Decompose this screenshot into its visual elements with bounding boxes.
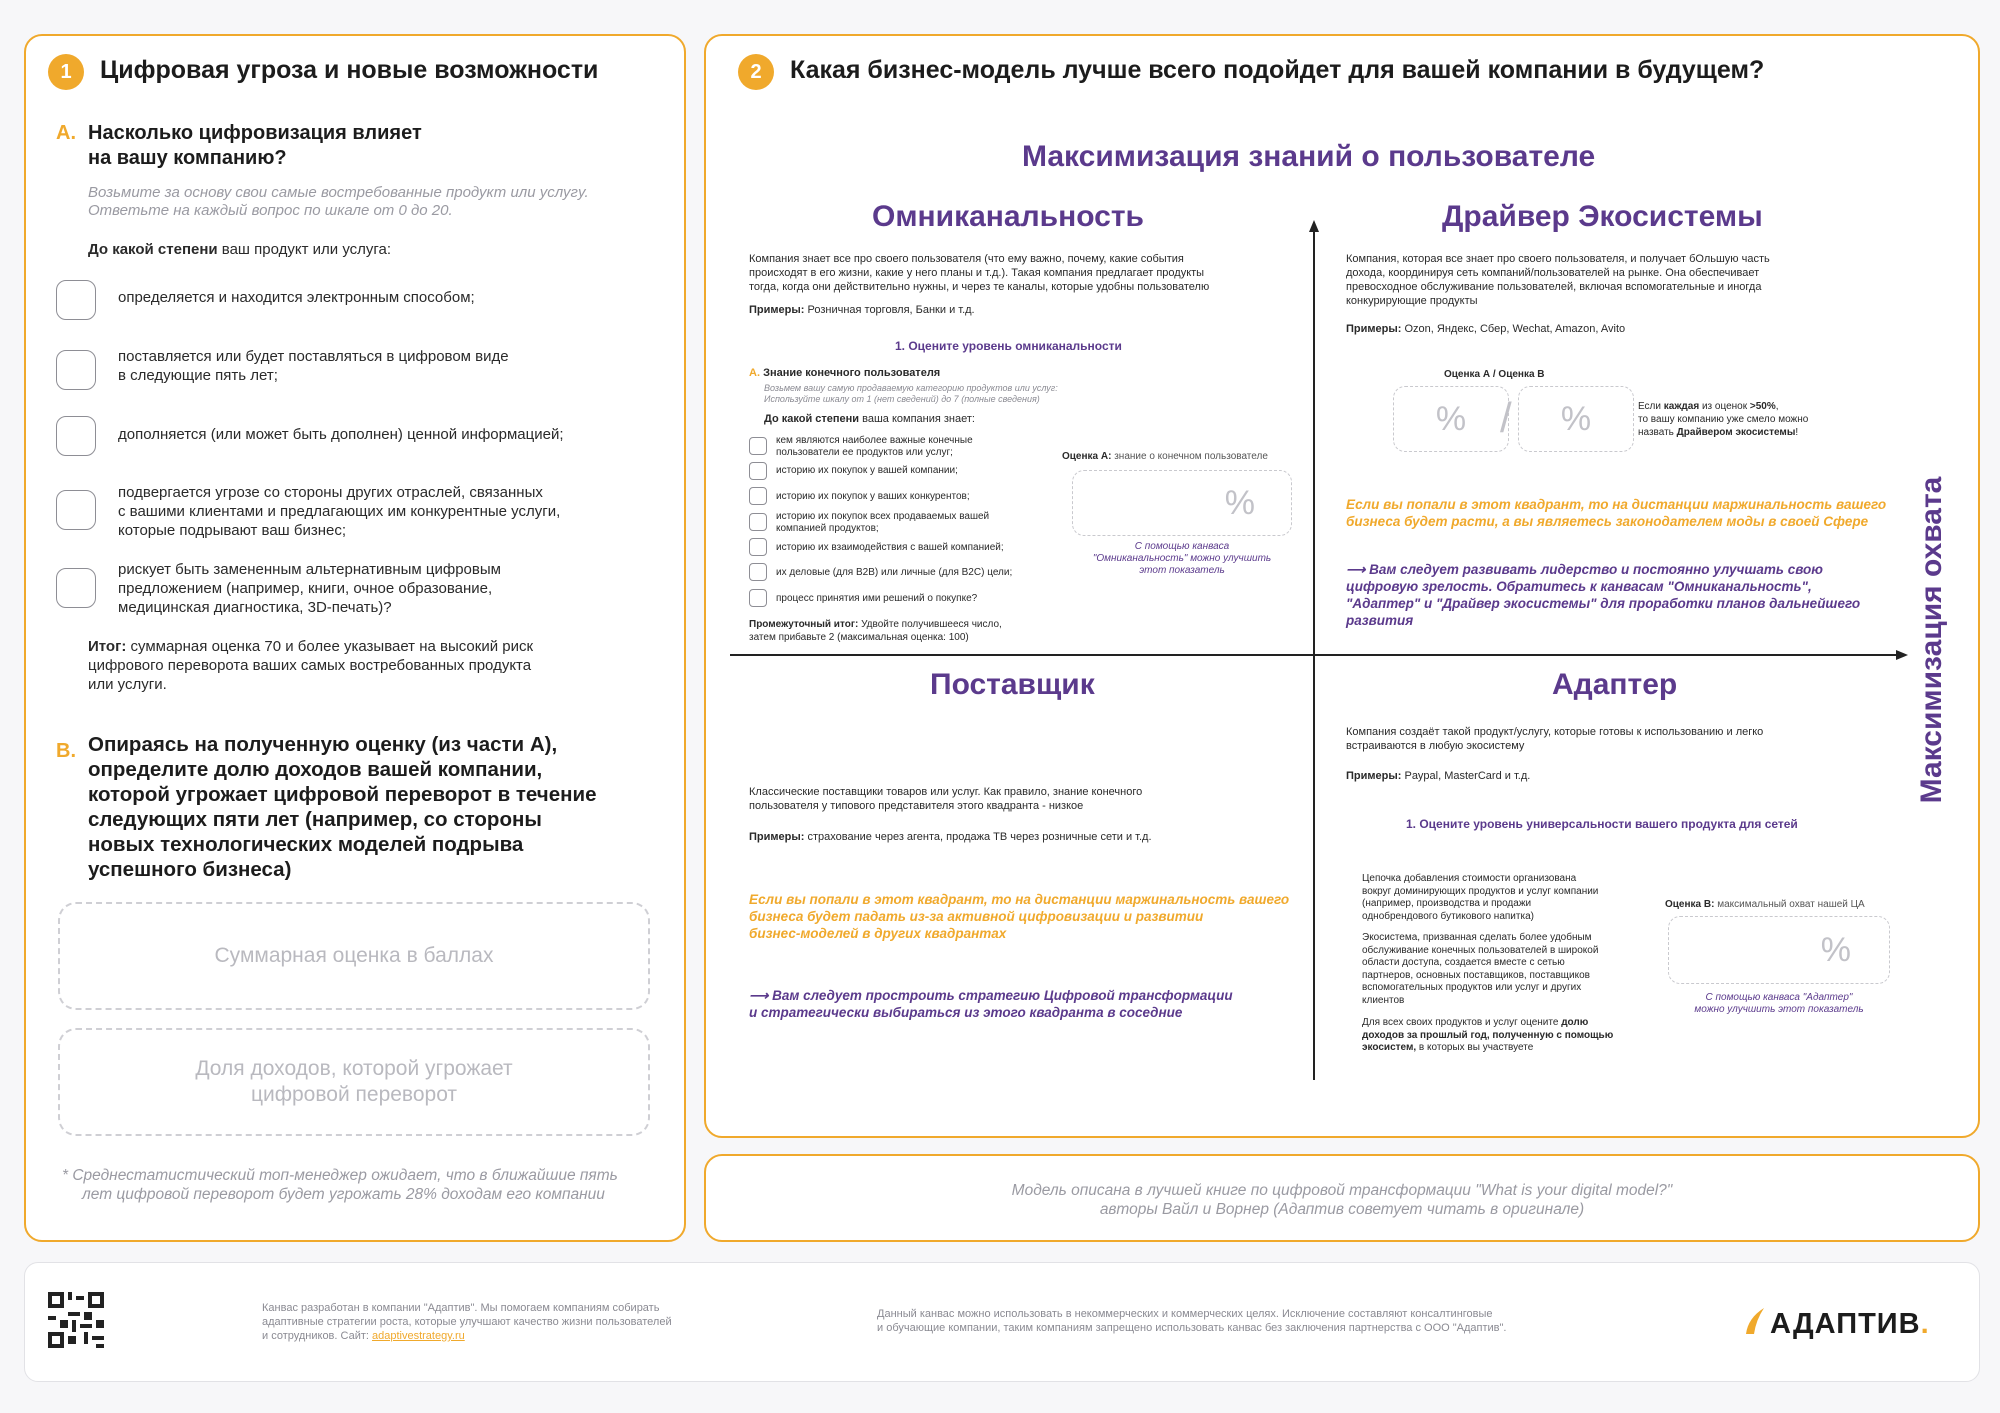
footnote-line1: * Среднестатистический топ-менеджер ожидает, что в ближайшие пять — [62, 1167, 618, 1184]
omni-item-6: их деловые (для B2B) или личные (для B2C) цели; — [776, 567, 1013, 578]
omni-box-4[interactable] — [749, 513, 767, 531]
source-note: Модель описана в лучшей книге по цифровой трансформации "What is your digital model?" авторы Вайл и Ворнер (Адаптив советует читать в оригинале) — [1011, 1182, 1673, 1218]
adapter-description: Компания создаёт такой продукт/услугу, которые готовы к использованию и легко встраиваются в любую экосистему — [1346, 726, 1764, 752]
omni-item-4: историю их покупок всех продаваемых вашей компанией продуктов; — [776, 511, 990, 534]
adapter-caption: С помощью канваса "Адаптер" можно улучшить этот показатель — [1694, 992, 1864, 1015]
eco-description: Компания, которая все знает про своего пользователя, и получает бОльшую часть дохода, координируя сеть компаний/пользователей на рынке. Она обеспечивает превосходное обслуживание пользователей, включая вспомогательные и иногда конкурирующие продукты — [1346, 253, 1770, 307]
eco-score-slash: / — [1500, 394, 1512, 441]
score-box-1[interactable] — [56, 280, 96, 320]
left-title: Цифровая угроза и новые возможности — [100, 56, 599, 84]
omni-task: 1. Оцените уровень омниканальности — [895, 339, 1122, 353]
adapter-score-input[interactable]: % — [1668, 916, 1890, 984]
supplier-advice: ⟶ Вам следует простроить стратегию Цифровой трансформации и стратегически выбираться из этого квадранта в соседние — [749, 988, 1233, 1020]
part-a-hint-line2: Ответьте на каждый вопрос по шкале от 0 до 20. — [88, 202, 453, 219]
degree-question: До какой степени ваш продукт или услуга: — [88, 241, 392, 258]
score-box-4[interactable] — [56, 490, 96, 530]
omni-examples: Примеры: Розничная торговля, Банки и т.д. — [749, 304, 975, 316]
omni-box-3[interactable] — [749, 487, 767, 505]
supplier-examples: Примеры: страхование через агента, продажа ТВ через розничные сети и т.д. — [749, 831, 1152, 843]
item-text-3: дополняется (или может быть дополнен) ценной информацией; — [118, 426, 564, 443]
omni-caption: С помощью канваса "Омниканальность" можно улучшить этот показатель — [1092, 541, 1272, 576]
omni-item-3: историю их покупок у ваших конкурентов; — [776, 491, 970, 502]
omni-box-6[interactable] — [749, 563, 767, 581]
omni-a-title: A. Знание конечного пользователя — [749, 367, 941, 379]
supplier-title: Поставщик — [930, 668, 1095, 701]
omni-description: Компания знает все про своего пользователя (что ему важно, почему, какие события происходят в его жизни, какие у него планы и т.д.). Такая компания предлагает продукты тогда, когда они действительно нужны, и через те каналы, которые удобны пользователю — [749, 253, 1210, 293]
omni-a-hint: Возьмем вашу самую продаваемую категорию продуктов или услуг: Используйте шкалу от 1 (нет сведений) до 7 (полные сведения) — [764, 383, 1058, 404]
eco-examples: Примеры: Ozon, Яндекс, Сбер, Wechat, Amazon, Avito — [1346, 323, 1626, 335]
total-score-input[interactable]: Суммарная оценка в баллах — [58, 902, 650, 1010]
adapter-score-label: Оценка В: максимальный охват нашей ЦА — [1665, 899, 1865, 910]
omni-box-5[interactable] — [749, 538, 767, 556]
eco-advice: ⟶ Вам следует развивать лидерство и постоянно улучшать свою цифровую зрелость. Обратитесь к канвасам "Омниканальность", "Адаптер" и "Драйвер экосистемы" для проработки планов дальнейшего развития — [1346, 562, 1861, 628]
part-a-title-line2: на вашу компанию? — [88, 147, 287, 169]
eco-outlook: Если вы попали в этот квадрант, то на дистанции маржинальность вашего бизнеса будет расти, а вы являетесь законодателем моды в своей Сфере — [1346, 497, 1887, 529]
section-number-1: 1 — [48, 54, 84, 90]
footer-license: Данный канвас можно использовать в некоммерческих и коммерческих целях. Исключение составляют консалтинговые и обучающие компании, таким компаниям запрещено использовать канвас без заключения партнерства с ООО "Адаптив". — [877, 1308, 1507, 1334]
omni-score-label: Оценка А: знание о конечном пользователе — [1062, 451, 1268, 462]
score-box-2[interactable] — [56, 350, 96, 390]
revenue-share-input[interactable]: Доля доходов, которой угрожает цифровой переворот — [58, 1028, 650, 1136]
total-text: Итог: суммарная оценка 70 и более указывает на высокий риск цифрового переворота ваших самых востребованных продукта или услуги. — [88, 638, 534, 693]
item-text-5: рискует быть замененным альтернативным цифровым предложением (например, книги, очное образование, медицинская диагностика, 3D-печать)? — [118, 561, 501, 616]
qr-code-icon — [48, 1292, 104, 1348]
footnote-line2: лет цифровой переворот будет угрожать 28% доходам его компании — [82, 1186, 605, 1203]
item-text-4: подвергается угрозе со стороны других отраслей, связанных с вашими клиентами и предлагающих им конкурентные услуги, которые подрывают ваш бизнес; — [118, 484, 561, 539]
part-a-hint-line1: Возьмите за основу свои самые востребованные продукт или услугу. — [88, 184, 589, 201]
adapter-examples: Примеры: Paypal, MasterCard и т.д. — [1346, 770, 1531, 782]
score-box-5[interactable] — [56, 568, 96, 608]
axis-right-label: Максимизация охвата — [1915, 476, 1948, 804]
omni-box-7[interactable] — [749, 589, 767, 607]
eco-score-label: Оценка А / Оценка В — [1444, 369, 1545, 380]
footer-about: Канвас разработан в компании "Адаптив". Мы помогаем компаниям собирать адаптивные стратегии роста, которые улучшают качество жизни пользователей и сотрудников. Сайт: adaptivestrategy.ru — [262, 1302, 672, 1342]
omni-item-1: кем являются наиболее важные конечные пользователи ее продуктов или услуг; — [776, 435, 973, 458]
omni-item-7: процесс принятия ими решений о покупке? — [776, 593, 978, 604]
item-text-2: поставляется или будет поставляться в цифровом виде в следующие пять лет; — [118, 348, 509, 384]
part-b-letter: B. — [56, 740, 76, 762]
omni-box-2[interactable] — [749, 462, 767, 480]
omni-subtotal: Промежуточный итог: Удвойте получившееся число, затем прибавьте 2 (максимальная оценка: 100) — [749, 619, 1002, 643]
adapter-ecosystem-text: Экосистема, призванная сделать более удобным обслуживание конечных пользователей в широкой области доступа, создается вместе с сетью партнеров, основных поставщиков, поставщиков вспомогательных продуктов или услуг и других клиентов — [1362, 932, 1599, 1006]
adapter-title: Адаптер — [1552, 668, 1678, 701]
omni-title: Омниканальность — [872, 200, 1144, 233]
site-link[interactable]: adaptivestrategy.ru — [372, 1330, 465, 1342]
adapter-instruction: Для всех своих продуктов и услуг оцените долю доходов за прошлый год, полученную с помощью экосистем, в которых вы участвуете — [1362, 1017, 1614, 1053]
right-title: Какая бизнес-модель лучше всего подойдет для вашей компании в будущем? — [790, 56, 1765, 84]
adaptiv-logo-mark-icon — [1742, 1306, 1768, 1336]
omni-item-2: историю их покупок у вашей компании; — [776, 465, 958, 476]
supplier-description: Классические поставщики товаров или услуг. Как правило, знание конечного пользователя у типового представителя этого квадранта - низкое — [749, 786, 1143, 812]
eco-rule-text: Если каждая из оценок >50%, то вашу компанию уже смело можно назвать Драйвером экосистемы! — [1638, 401, 1809, 438]
eco-score-b-input[interactable]: % — [1518, 386, 1634, 452]
part-b-title: Опираясь на полученную оценку (из части А), определите долю доходов вашей компании, которой угрожает цифровой переворот в течение следующих пяти лет (например, со стороны новых технологических моделей подрыва успешного бизнеса) — [88, 733, 597, 881]
eco-title: Драйвер Экосистемы — [1442, 200, 1763, 233]
item-text-1: определяется и находится электронным способом; — [118, 289, 475, 306]
eco-score-a-input[interactable]: % — [1393, 386, 1509, 452]
omni-degree: До какой степени ваша компания знает: — [764, 413, 975, 425]
score-box-3[interactable] — [56, 416, 96, 456]
part-a-letter: A. — [56, 122, 76, 144]
adapter-chain-text: Цепочка добавления стоимости организована вокруг доминирующих продуктов и услуг компании (например, производства и продажи однобрендового бутикового напитка) — [1362, 873, 1599, 922]
supplier-outlook: Если вы попали в этот квадрант, то на дистанции маржинальность вашего бизнеса будет падать из-за активной цифровизации и развитии бизнес-моделей в других квадрантах — [749, 892, 1290, 941]
adaptiv-logo: АДАПТИВ. — [1770, 1308, 1930, 1340]
section-number-2: 2 — [738, 54, 774, 90]
omni-item-5: историю их взаимодействия с вашей компанией; — [776, 542, 1004, 553]
part-a-title-line1: Насколько цифровизация влияет — [88, 122, 422, 144]
axis-top-label: Максимизация знаний о пользователе — [1022, 140, 1596, 173]
adapter-task: 1. Оцените уровень универсальности вашего продукта для сетей — [1406, 817, 1798, 831]
omni-box-1[interactable] — [749, 437, 767, 455]
omni-score-input[interactable]: % — [1072, 470, 1292, 536]
